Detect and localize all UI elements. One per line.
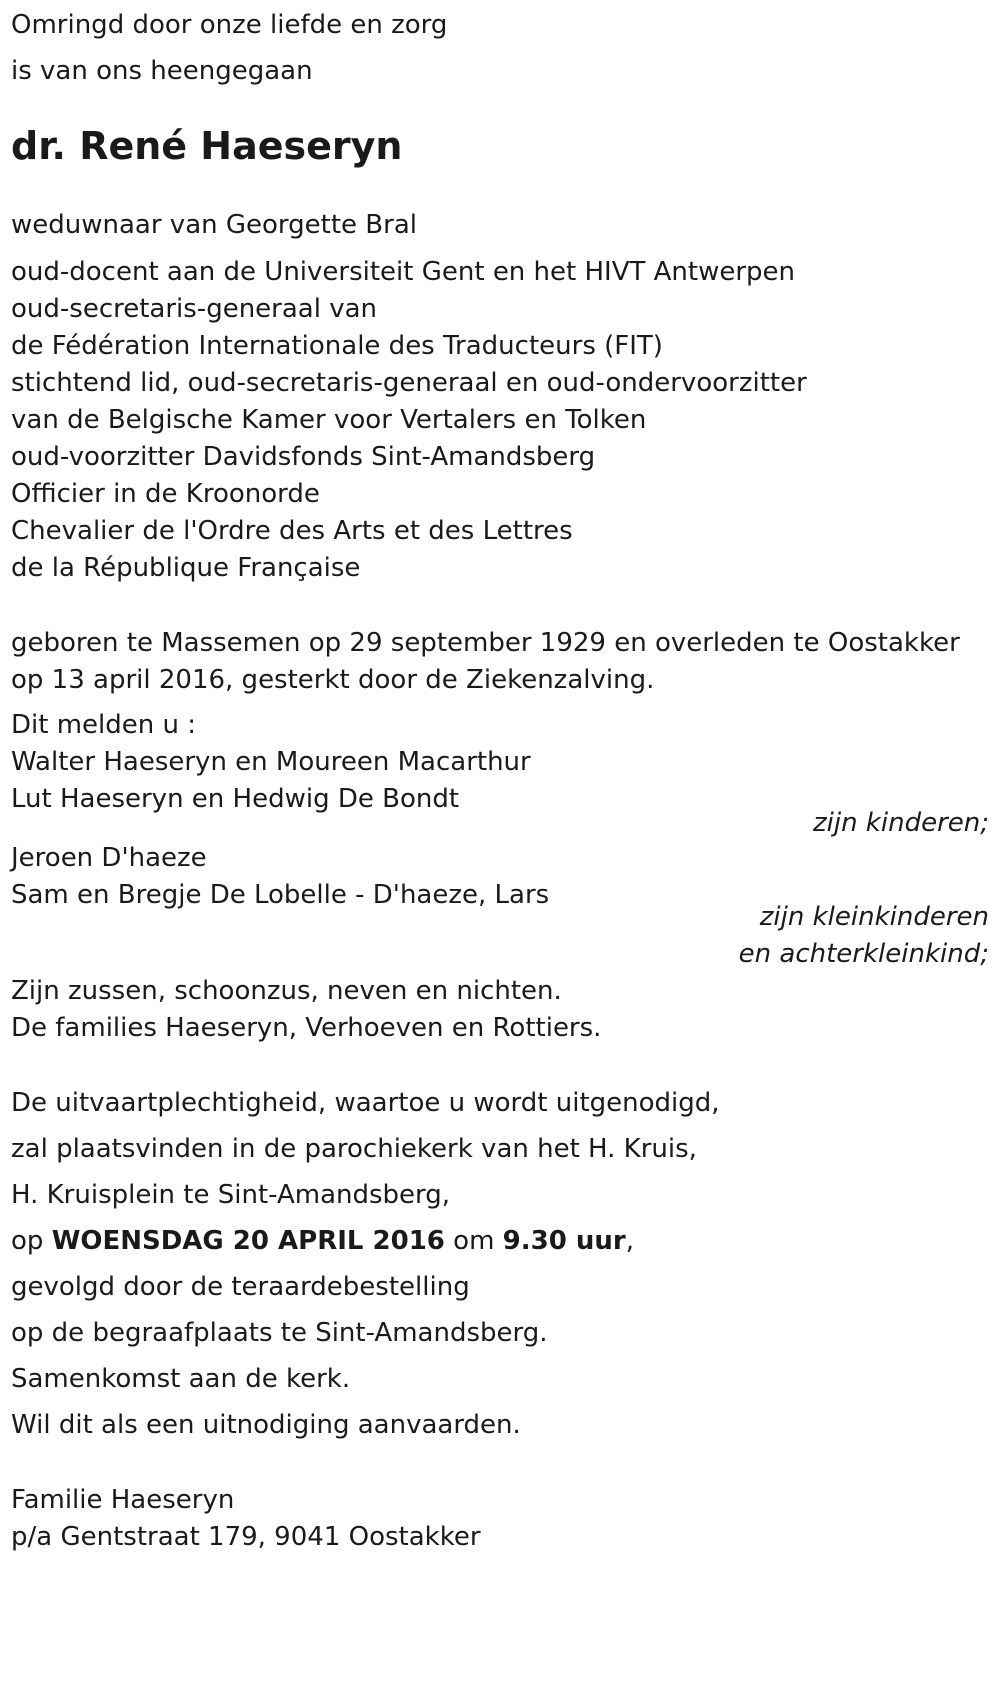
deceased-name: dr. René Haeseryn — [11, 124, 403, 168]
relatives-line: De families Haeseryn, Verhoeven en Rottiers. — [11, 1013, 602, 1043]
ceremony-line-6: op de begraafplaats te Sint-Amandsberg. — [11, 1318, 548, 1348]
child-line: Walter Haeseryn en Moureen Macarthur — [11, 747, 531, 777]
title-line: de la République Française — [11, 553, 361, 583]
grandchildren-label: zijn kleinkinderen — [759, 902, 989, 932]
contact-address: p/a Gentstraat 179, 9041 Oostakker — [11, 1522, 481, 1552]
child-line: Lut Haeseryn en Hedwig De Bondt — [11, 784, 460, 814]
children-label: zijn kinderen; — [812, 808, 989, 838]
title-line: stichtend lid, oud-secretaris-generaal en oud-ondervoorzitter — [11, 368, 807, 398]
ceremony-line-5: gevolgd door de teraardebestelling — [11, 1272, 470, 1302]
birth-death-line-1: geboren te Massemen op 29 september 1929 en overleden te Oostakker — [11, 628, 960, 658]
ceremony-line-3: H. Kruisplein te Sint-Amandsberg, — [11, 1180, 451, 1210]
relatives-line: Zijn zussen, schoonzus, neven en nichten. — [11, 976, 562, 1006]
announcers-intro: Dit melden u : — [11, 710, 196, 740]
title-line: van de Belgische Kamer voor Vertalers en Tolken — [11, 405, 647, 435]
intro-line-1: Omringd door onze liefde en zorg — [11, 10, 448, 40]
grandchild-line: Sam en Bregje De Lobelle - D'haeze, Lars — [11, 880, 550, 910]
title-line: Officier in de Kroonorde — [11, 479, 320, 509]
title-line: de Fédération Internationale des Traducteurs (FIT) — [11, 331, 663, 361]
date-suffix: , — [625, 1226, 634, 1256]
contact-family: Familie Haeseryn — [11, 1485, 235, 1515]
time-prefix: om — [444, 1226, 503, 1256]
widower-line: weduwnaar van Georgette Bral — [11, 210, 417, 240]
title-line: oud-secretaris-generaal van — [11, 294, 378, 324]
ceremony-line-2: zal plaatsvinden in de parochiekerk van het H. Kruis, — [11, 1134, 697, 1164]
intro-line-2: is van ons heengegaan — [11, 56, 313, 86]
ceremony-line-7: Samenkomst aan de kerk. — [11, 1364, 351, 1394]
great-grandchild-label: en achterkleinkind; — [738, 939, 989, 969]
date-prefix: op — [11, 1226, 52, 1256]
grandchild-line: Jeroen D'haeze — [11, 843, 207, 873]
ceremony-date: WOENSDAG 20 APRIL 2016 — [51, 1226, 445, 1256]
birth-death-line-2: op 13 april 2016, gesterkt door de Ziekenzalving. — [11, 665, 655, 695]
title-line: oud-docent aan de Universiteit Gent en het HIVT Antwerpen — [11, 257, 796, 287]
ceremony-line-1: De uitvaartplechtigheid, waartoe u wordt uitgenodigd, — [11, 1088, 720, 1118]
title-line: oud-voorzitter Davidsfonds Sint-Amandsberg — [11, 442, 596, 472]
ceremony-line-8: Wil dit als een uitnodiging aanvaarden. — [11, 1410, 521, 1440]
ceremony-date-line — [11, 1228, 634, 1254]
title-line: Chevalier de l'Ordre des Arts et des Lettres — [11, 516, 573, 546]
ceremony-time: 9.30 uur — [502, 1226, 626, 1256]
